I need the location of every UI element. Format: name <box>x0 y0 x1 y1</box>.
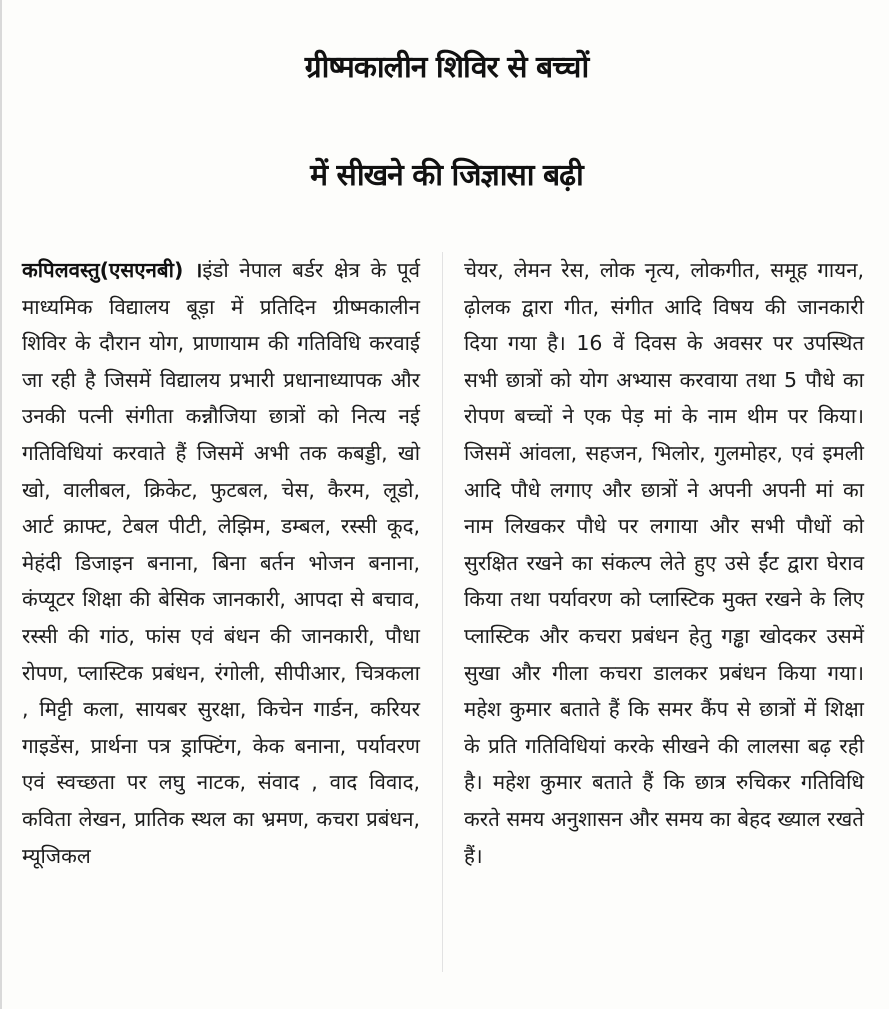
headline-line-1: ग्रीष्मकालीन शिविर से बच्चों <box>304 50 589 85</box>
article-column-right <box>464 252 864 874</box>
right-column-text: चेयर, लेमन रेस, लोक नृत्य, लोकगीत, समूह गायन, ढ़ोलक द्वारा गीत, संगीत आदि विषय की जानकारी दिया गया है। 16 वें दिवस के अवसर पर उपस्थित सभी छात्रों को योग अभ्यास करवाया तथा 5 पौधे का रोपण बच्चों ने एक पेड़ मां के नाम थीम पर किया। जिसमें आंवला, सहजन, भिलोर, गुलमोहर, एवं इमली आदि पौधे लगाए और छात्रों ने अपनी अपनी मां का नाम लिखकर पौधे पर लगाया और सभी पौधों को सुरक्षित रखने का संकल्प लेते हुए उसे ईंट द्वारा घेराव किया तथा पर्यावरण को प्लास्टिक मुक्त रखने के लिए प्लास्टिक और कचरा प्रबंधन हेतु गड्ढा खोदकर उसमें सुखा और गीला कचरा डालकर प्रबंधन किया गया।महेश कुमार बताते हैं कि समर कैंप से छात्रों में शिक्षा के प्रति गतिविधियां करके सीखने की लालसा बढ़ रही है। महेश कुमार बताते हैं कि छात्र रुचिकर गतिविधि करते समय अनुशासन और समय का बेहद ख्याल रखते हैं। <box>464 258 864 868</box>
article-headline <box>2 14 889 230</box>
left-column-text: इंडो नेपाल बर्डर क्षेत्र के पूर्व माध्यमिक विद्यालय बूड़ा में प्रतिदिन ग्रीष्मकालीन शिविर के दौरान योग, प्राणायाम की गतिविधि करवाई जा रही है जिसमें विद्यालय प्रभारी प्रधानाध्यापक और उनकी पत्नी संगीता कन्नौजिया छात्रों को नित्य नई गतिविधियां करवाते हैं जिसमें अभी तक कबड्डी, खो खो, वालीबल, क्रिकेट, फुटबल, चेस, कैरम, लूडो, आर्ट क्राफ्ट, टेबल पीटी, लेझिम, डम्बल, रस्सी कूद, मेहंदी डिजाइन बनाना, बिना बर्तन भोजन बनाना, कंप्यूटर शिक्षा की बेसिक जानकारी, आपदा से बचाव, रस्सी की गांठ, फांस एवं बंधन की जानकारी, पौधा रोपण, प्लास्टिक प्रबंधन, रंगोली, सीपीआर, चित्रकला , मिट्टी कला, सायबर सुरक्षा, किचेन गार्डन, करियर गाइडेंस, प्रार्थना पत्र ड्राफ्टिंग, केक बनाना, पर्यावरण एवं स्वच्छता पर लघु नाटक, संवाद , वाद विवाद, कविता लेखन, प्रातिक स्थल का भ्रमण, कचरा प्रबंधन, म्यूजिकल <box>22 258 420 868</box>
column-divider <box>442 252 443 972</box>
article-dateline: कपिलवस्तु(एसएनबी) । <box>22 258 203 282</box>
article-paragraph-left <box>22 252 420 874</box>
article-column-left <box>22 252 420 874</box>
headline-line-2: में सीखने की जिज्ञासा बढ़ी <box>310 158 583 193</box>
